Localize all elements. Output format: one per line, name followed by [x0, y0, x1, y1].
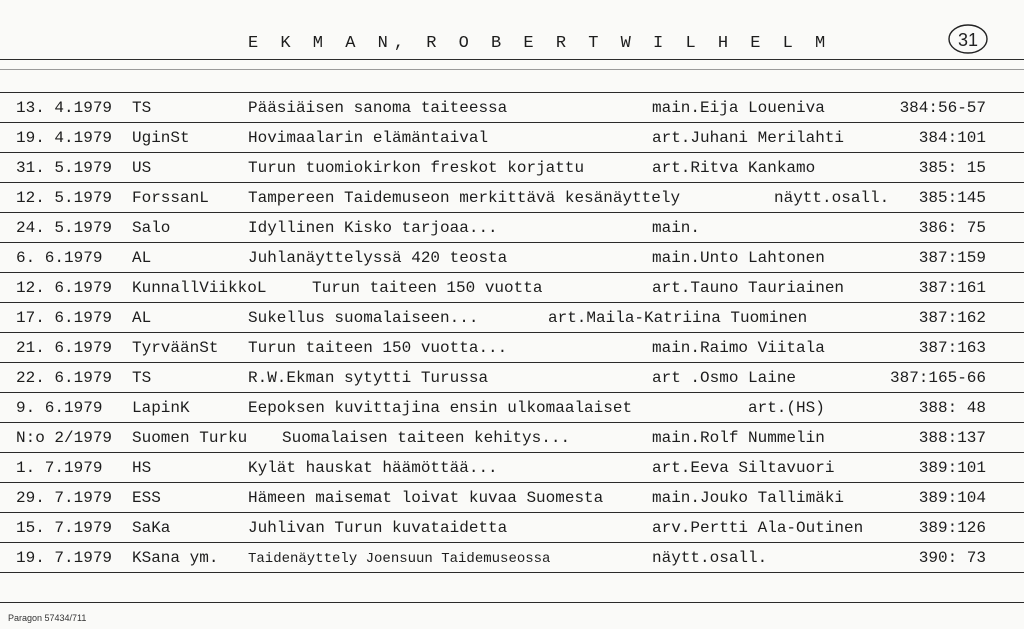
entry-ref: 387:161: [918, 279, 986, 297]
entry-row: [0, 515, 1024, 545]
entry-title: Turun taiteen 150 vuotta...: [248, 339, 508, 357]
entry-paper: HS: [132, 459, 152, 477]
entry-date: 24. 5.1979: [16, 219, 113, 237]
entry-row: [0, 275, 1024, 305]
entry-ref: 386: 75: [918, 219, 986, 237]
entry-date: 6. 6.1979: [16, 249, 103, 267]
entry-title: Pääsiäisen sanoma taiteessa: [248, 99, 508, 117]
card-number-text: 31: [957, 30, 979, 50]
entry-type: art.Eeva Siltavuori: [652, 459, 835, 477]
entry-paper: TyrväänSt: [132, 339, 219, 357]
entry-row: [0, 245, 1024, 275]
entry-date: 19. 7.1979: [16, 549, 113, 567]
entry-row: [0, 425, 1024, 455]
entry-ref: 384:56-57: [899, 99, 986, 117]
entry-row: [0, 335, 1024, 365]
entry-type: näytt.osall.: [774, 189, 890, 207]
card-number-mark: [946, 22, 990, 56]
entry-paper: ESS: [132, 489, 161, 507]
entry-date: 13. 4.1979: [16, 99, 113, 117]
entry-title: Turun tuomiokirkon freskot korjattu: [248, 159, 585, 177]
entry-paper: Salo: [132, 219, 171, 237]
entry-title: Sukellus suomalaiseen...: [248, 309, 479, 327]
entry-ref: 390: 73: [918, 549, 986, 567]
entry-date: 29. 7.1979: [16, 489, 113, 507]
entry-row: [0, 125, 1024, 155]
entry-paper: AL: [132, 249, 152, 267]
entry-title: Taidenäyttely Joensuun Taidemuseossa: [248, 551, 551, 567]
entry-date: 9. 6.1979: [16, 399, 103, 417]
entry-type: main.Raimo Viitala: [652, 339, 825, 357]
row-rule: [0, 602, 1024, 603]
entry-title: Tampereen Taidemuseon merkittävä kesänäyttely: [248, 189, 681, 207]
entry-type: main.Unto Lahtonen: [652, 249, 825, 267]
entry-row: [0, 545, 1024, 575]
entry-paper: KSana ym.: [132, 549, 219, 567]
entry-row: [0, 185, 1024, 215]
entry-ref: 384:101: [918, 129, 986, 147]
entry-title: Idyllinen Kisko tarjoaa...: [248, 219, 498, 237]
entry-date: 19. 4.1979: [16, 129, 113, 147]
top-rule-faint: [0, 69, 1024, 70]
entry-ref: 387:159: [918, 249, 986, 267]
entry-paper: Suomen Turku: [132, 429, 248, 447]
entry-row: [0, 395, 1024, 425]
entry-paper: ForssanL: [132, 189, 209, 207]
entry-type: main.Jouko Tallimäki: [652, 489, 845, 507]
entry-type: main.Rolf Nummelin: [652, 429, 825, 447]
entry-ref: 389:126: [918, 519, 986, 537]
entry-title: Juhlivan Turun kuvataidetta: [248, 519, 508, 537]
entry-row: [0, 365, 1024, 395]
entry-type: art.Ritva Kankamo: [652, 159, 816, 177]
entry-title: Hovimaalarin elämäntaival: [248, 129, 489, 147]
entry-title: Turun taiteen 150 vuotta: [312, 279, 543, 297]
entry-date: 21. 6.1979: [16, 339, 113, 357]
entry-ref: 389:101: [918, 459, 986, 477]
entry-title: Juhlanäyttelyssä 420 teosta: [248, 249, 508, 267]
entry-date: 31. 5.1979: [16, 159, 113, 177]
entry-ref: 388:137: [918, 429, 986, 447]
entry-type: arv.Pertti Ala-Outinen: [652, 519, 864, 537]
entry-ref: 387:163: [918, 339, 986, 357]
entry-type: art .Osmo Laine: [652, 369, 797, 387]
entry-row: [0, 485, 1024, 515]
entry-date: 1. 7.1979: [16, 459, 103, 477]
entry-date: 17. 6.1979: [16, 309, 113, 327]
entry-paper: TS: [132, 99, 152, 117]
entry-row: [0, 95, 1024, 125]
entry-row: [0, 215, 1024, 245]
entry-paper: LapinK: [132, 399, 190, 417]
entry-row: [0, 155, 1024, 185]
entry-ref: 385:145: [918, 189, 986, 207]
entry-type: art.Juhani Merilahti: [652, 129, 845, 147]
entry-title: Kylät hauskat häämöttää...: [248, 459, 498, 477]
entry-type: näytt.osall.: [652, 549, 768, 567]
entry-date: N:o 2/1979: [16, 429, 113, 447]
entry-paper: TS: [132, 369, 152, 387]
entry-title: Eepoksen kuvittajina ensin ulkomaalaiset: [248, 399, 633, 417]
row-rule: [0, 92, 1024, 93]
entry-paper: KunnallViikkoL: [132, 279, 267, 297]
entry-title: Hämeen maisemat loivat kuvaa Suomesta: [248, 489, 604, 507]
entry-ref: 389:104: [918, 489, 986, 507]
entry-paper: UginSt: [132, 129, 190, 147]
entry-ref: 387:165-66: [889, 369, 986, 387]
entry-type: art.(HS): [748, 399, 825, 417]
entry-date: 12. 6.1979: [16, 279, 113, 297]
printer-imprint: Paragon 57434/711: [8, 613, 87, 623]
entry-ref: 388: 48: [918, 399, 986, 417]
entry-type: main.Eija Loueniva: [652, 99, 825, 117]
entry-title: R.W.Ekman sytytti Turussa: [248, 369, 489, 387]
entry-type: main.: [652, 219, 701, 237]
card-heading: E K M A N, R O B E R T W I L H E L M: [248, 34, 832, 53]
entry-date: 22. 6.1979: [16, 369, 113, 387]
entry-paper: SaKa: [132, 519, 171, 537]
entry-date: 15. 7.1979: [16, 519, 113, 537]
entry-row: [0, 305, 1024, 335]
entry-ref: 385: 15: [918, 159, 986, 177]
entry-paper: AL: [132, 309, 152, 327]
entry-type: art.Tauno Tauriainen: [652, 279, 845, 297]
entry-paper: US: [132, 159, 152, 177]
entry-type: art.Maila-Katriina Tuominen: [548, 309, 808, 327]
entry-date: 12. 5.1979: [16, 189, 113, 207]
entry-title: Suomalaisen taiteen kehitys...: [282, 429, 571, 447]
entry-row: [0, 455, 1024, 485]
entry-ref: 387:162: [918, 309, 986, 327]
top-rule: [0, 59, 1024, 60]
